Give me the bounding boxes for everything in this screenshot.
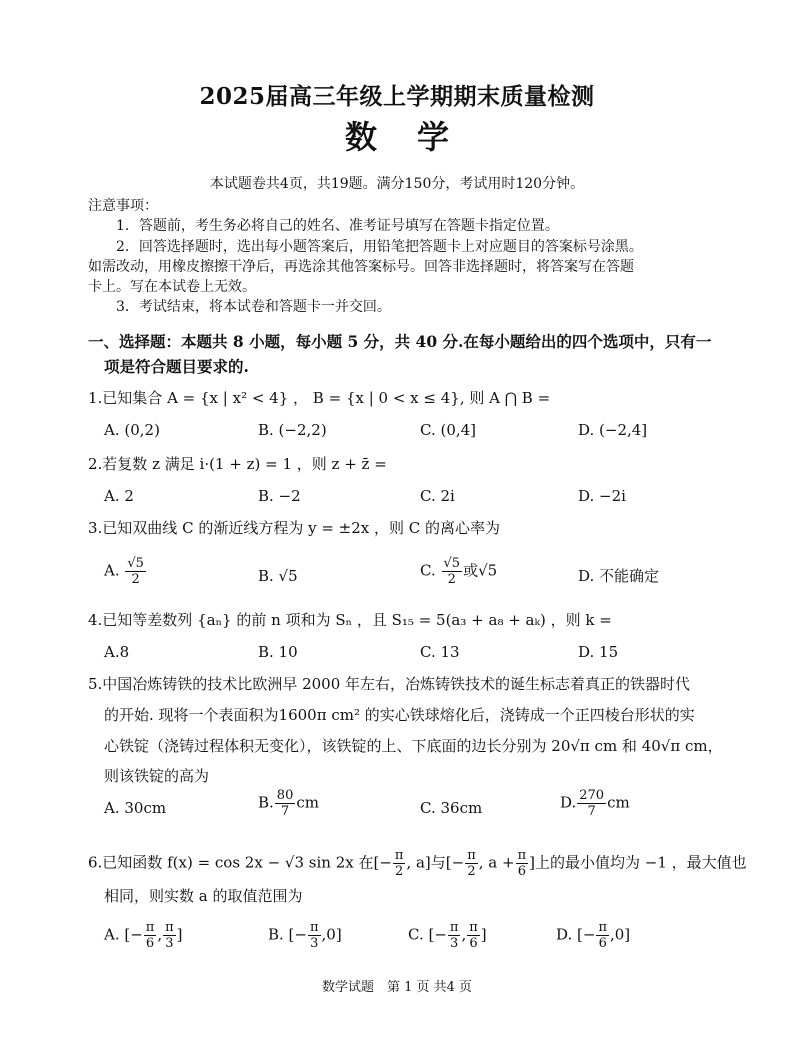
q6-option-c-frac-1: $\frac{\pi}{3}$ xyxy=(449,920,459,951)
q6-option-b-pre: B. [− xyxy=(268,925,307,944)
note-2-line-2: 如需改动，用橡皮擦擦干净后，再选涂其他答案标号。回答非选择题时，将答案写在答题 xyxy=(88,259,634,275)
q4-option-d: D. 15 xyxy=(578,643,619,661)
q6-option-a xyxy=(104,920,183,951)
notes-heading: 注意事项： xyxy=(88,198,158,214)
q5-line-2: 的开始. 现将一个表面积为1600π cm² 的实心铁球熔化后，浇铸成一个正四棱台形状的实 xyxy=(104,706,695,724)
q5-line-3: 心铁锭（浇铸过程体积无变化），该铁锭的上、下底面的边长分别为 20√π cm 和 40√π cm， xyxy=(104,737,723,755)
q6-option-c xyxy=(408,920,487,951)
q6-stem-frac-1: $\frac{\pi}{2}$ xyxy=(394,848,404,879)
q1-option-b: B. (−2,2) xyxy=(258,421,327,439)
q6-option-a-frac-2: $\frac{\pi}{3}$ xyxy=(165,920,174,951)
q4-stem: 4.已知等差数列 {aₙ} 的前 n 项和为 Sₙ ，且 S₁₅ = 5(a₃ + a₈ + aₖ) ，则 k = xyxy=(88,611,612,629)
q6-option-a-pre: A. [− xyxy=(104,925,143,944)
q1-option-c: C. (0,4] xyxy=(420,421,477,439)
q6-option-a-post: ] xyxy=(176,925,183,944)
q6-option-d-pre: D. [− xyxy=(556,925,596,944)
q6-stem-part-d: ]上的最小值均为 −1 ，最大值也 xyxy=(529,853,747,872)
q5-option-b-label: B. xyxy=(258,793,274,812)
q3-option-c-label: C. xyxy=(420,561,436,580)
q4-option-c: C. 13 xyxy=(420,643,460,661)
q5-option-d-unit: cm xyxy=(607,793,630,812)
q1-option-d: D. (−2,4] xyxy=(578,421,648,439)
page-footer: 数学试题 第 1 页 共4 页 xyxy=(321,980,473,995)
q6-line-2: 相同，则实数 a 的取值范围为 xyxy=(104,887,303,905)
q6-stem-frac-2: $\frac{\pi}{2}$ xyxy=(467,848,476,879)
exam-title: 2025届高三年级上学期期末质量检测 xyxy=(199,83,595,110)
q6-option-c-post: ] xyxy=(480,925,487,944)
q6-option-c-pre: C. [− xyxy=(408,925,447,944)
q5-option-b xyxy=(258,788,319,819)
q6-stem-frac-3: $\frac{\pi}{6}$ xyxy=(517,848,527,879)
q6-stem-part-a: 6.已知函数 f(x) = cos 2x − √3 sin 2x 在[− xyxy=(88,853,392,872)
q6-option-b-post: ,0] xyxy=(321,925,342,944)
q6-option-b-frac: $\frac{\pi}{3}$ xyxy=(309,920,319,951)
section-1-heading: 一、选择题：本题共 8 小题，每小题 5 分，共 40 分.在每小题给出的四个选项中，只有一 xyxy=(88,332,712,351)
q3-option-b: B. √5 xyxy=(258,567,298,585)
section-1-heading-cont: 项是符合题目要求的. xyxy=(104,357,249,376)
q5-option-d-label: D. xyxy=(560,793,577,812)
q3-option-c xyxy=(420,556,497,587)
q2-option-c: C. 2i xyxy=(420,487,455,505)
q5-option-c: C. 36cm xyxy=(420,799,483,817)
q5-option-b-unit: cm xyxy=(296,793,319,812)
q3-option-a xyxy=(104,556,147,587)
q6-option-c-mid: , xyxy=(461,925,467,944)
q3-option-c-fraction: $\frac{√5}{2}$ xyxy=(443,556,461,587)
q6-option-d xyxy=(556,920,630,951)
q4-option-a: A.8 xyxy=(104,643,130,661)
q5-option-d-fraction: $\frac{270}{7}$ xyxy=(579,788,605,819)
q6-option-b xyxy=(268,920,342,951)
q5-option-d xyxy=(560,788,630,819)
q2-option-b: B. −2 xyxy=(258,487,301,505)
q6-option-d-post: ,0] xyxy=(610,925,631,944)
q1-stem: 1.已知集合 A = {x | x² < 4} ， B = {x | 0 < x ≤ 4}, 则 A ⋂ B = xyxy=(88,389,551,407)
q6-stem xyxy=(88,848,747,879)
note-2-line-1: 2．回答选择题时，选出每小题答案后，用铅笔把答题卡上对应题目的答案标号涂黑。 xyxy=(116,239,643,255)
exam-intro: 本试题卷共4页，共19题。满分150分，考试用时120分钟。 xyxy=(209,176,585,192)
q5-option-a: A. 30cm xyxy=(104,799,167,817)
q6-stem-part-b: , a]与[− xyxy=(406,853,465,872)
q1-option-a: A. (0,2) xyxy=(104,421,160,439)
q5-line-4: 则该铁锭的高为 xyxy=(104,767,210,785)
q3-option-c-tail: 或√5 xyxy=(463,561,498,580)
q3-option-a-label: A. xyxy=(104,561,120,580)
q6-option-c-frac-2: $\frac{\pi}{6}$ xyxy=(469,920,478,951)
q6-stem-part-c: , a + xyxy=(478,853,515,872)
subject-title: 数学 xyxy=(344,118,489,156)
q2-option-a: A. 2 xyxy=(104,487,134,505)
note-1: 1．答题前，考生务必将自己的姓名、准考证号填写在答题卡指定位置。 xyxy=(116,218,559,234)
q5-option-b-fraction: $\frac{80}{7}$ xyxy=(276,788,294,819)
q4-option-b: B. 10 xyxy=(258,643,298,661)
q3-option-d: D. 不能确定 xyxy=(578,567,660,585)
q3-stem: 3.已知双曲线 C 的渐近线方程为 y = ±2x ，则 C 的离心率为 xyxy=(88,519,501,537)
q2-option-d: D. −2i xyxy=(578,487,626,505)
note-3: 3．考试结束，将本试卷和答题卡一并交回。 xyxy=(116,299,391,315)
q2-stem: 2.若复数 z 满足 i·(1 + z) = 1 ，则 z + z̄ = xyxy=(88,455,387,473)
q6-option-d-frac: $\frac{\pi}{6}$ xyxy=(598,920,607,951)
note-2-line-3: 卡上。写在本试卷上无效。 xyxy=(88,279,256,295)
q5-line-1: 5.中国冶炼铸铁的技术比欧洲早 2000 年左右，冶炼铸铁技术的诞生标志着真正的铁器时代 xyxy=(88,675,691,693)
q3-option-a-fraction: $\frac{√5}{2}$ xyxy=(127,556,144,587)
q6-option-a-mid: , xyxy=(157,925,163,944)
q6-option-a-frac-1: $\frac{\pi}{6}$ xyxy=(145,920,155,951)
